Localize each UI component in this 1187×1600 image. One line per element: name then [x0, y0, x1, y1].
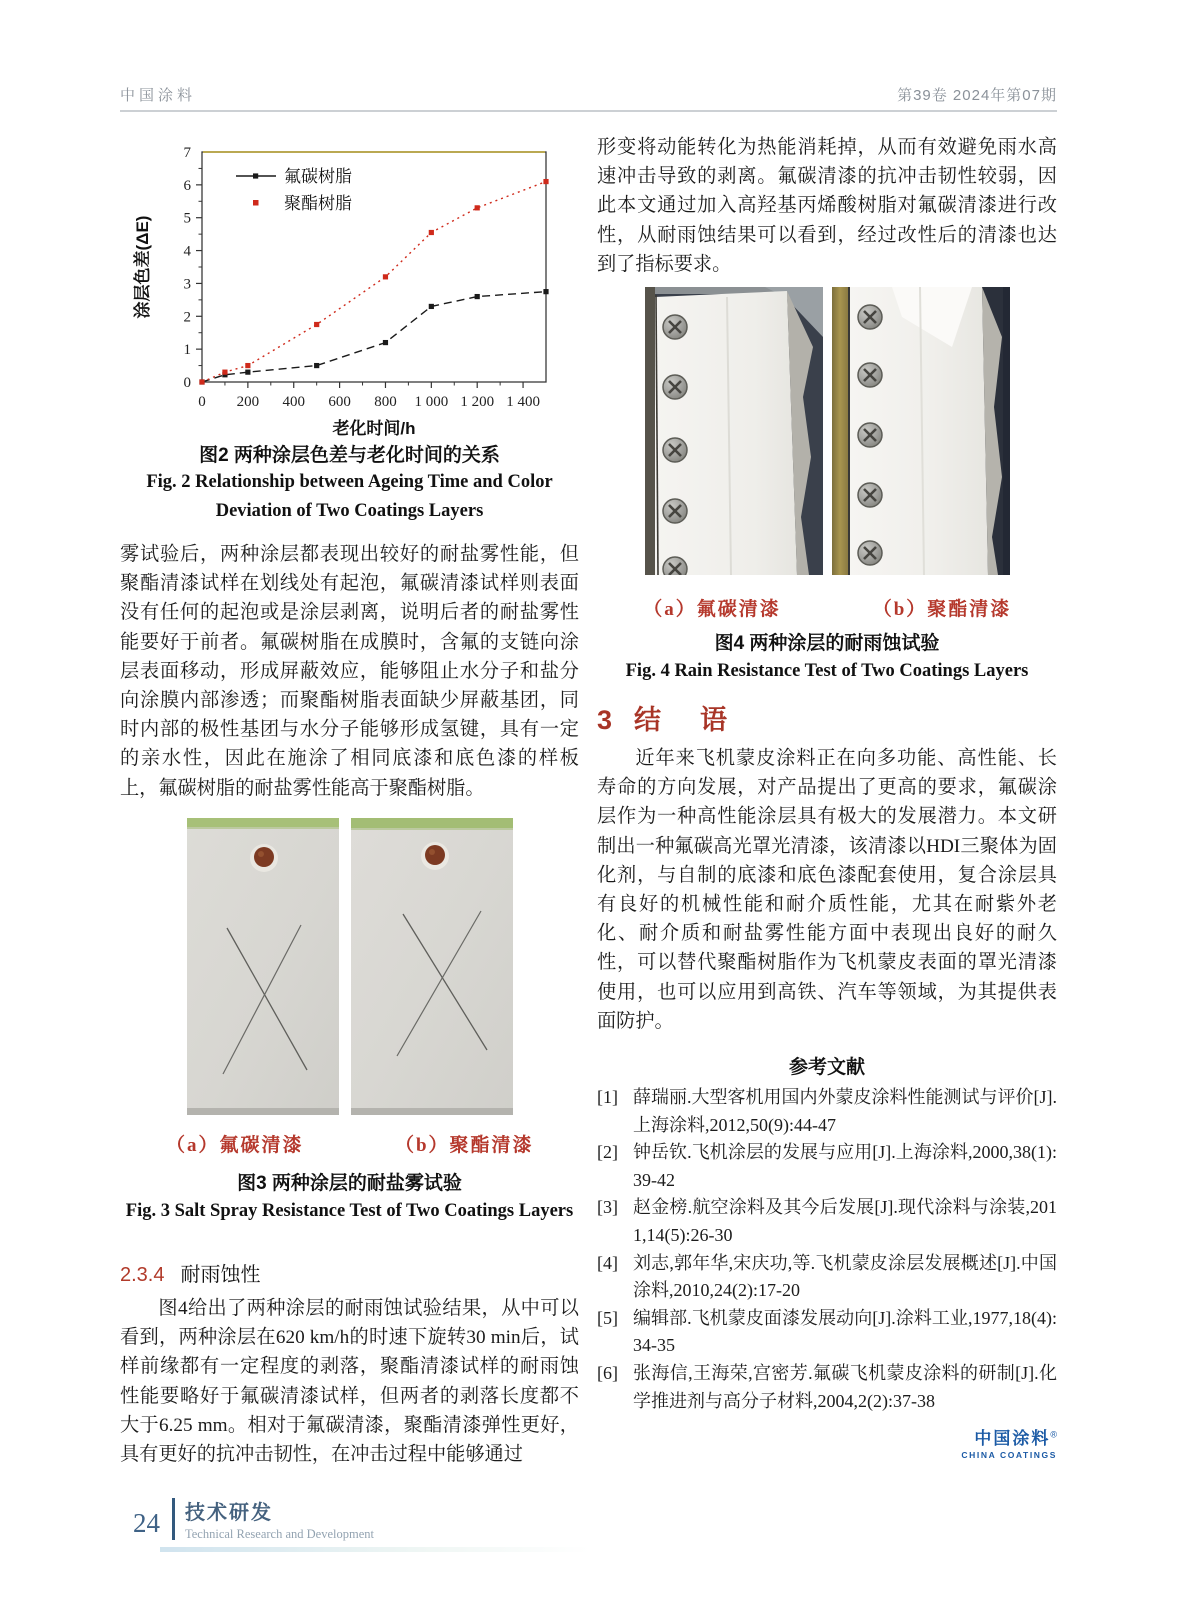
fig4-labels [597, 594, 1057, 621]
svg-text:5: 5 [183, 210, 191, 227]
reference-number: [2] [597, 1142, 618, 1163]
svg-text:200: 200 [236, 394, 260, 410]
footer-gradient-rule [160, 1547, 590, 1552]
fig4-photo-b [832, 287, 1010, 575]
svg-text:0: 0 [183, 375, 191, 391]
fig3-caption-cn: 图3 两种涂层的耐盐雾试验 [237, 1173, 462, 1194]
fig4-label-a: （a）氟碳清漆 [643, 599, 781, 620]
svg-text:2: 2 [183, 309, 191, 326]
footer-section-en: Technical Research and Development [185, 1527, 374, 1541]
left-paragraph-1: 雾试验后，两种涂层都表现出较好的耐盐雾性能，但聚酯清漆试样在划线处有起泡，氟碳清漆试样则表面没有任何的起泡或是涂层剥离，说明后者的耐盐雾性能要好于前者。氟碳树脂在成膜时，含氟的支链向涂层表面移动，形成屏蔽效应，能够阻止水分子和盐分向涂膜内部渗透；而聚酯树脂表面缺少屏蔽基团，同时内部的极性基团与水分子能够形成氢键，具有一定的亲水性，因此在施涂了相同底漆和底色漆的样板上，氟碳树脂的耐盐雾性能高于聚酯树脂。 [120, 544, 579, 799]
section-3-number: 3 [597, 705, 613, 735]
section-2-3-4-heading [120, 1258, 260, 1287]
reference-item [597, 1250, 1057, 1305]
references-list [597, 1084, 1057, 1415]
reference-item [597, 1360, 1057, 1415]
reference-text: 张海信,王海荣,宫密芳.氟碳飞机蒙皮涂料的研制[J].化学推进剂与高分子材料,2004,2(2):37-38 [633, 1362, 1057, 1411]
reference-number: [6] [597, 1362, 618, 1383]
right-paragraph-1: 形变将动能转化为热能消耗掉，从而有效避免雨水高速冲击导致的剥离。氟碳清漆的抗冲击韧性较弱，因此本文通过加入高羟基丙烯酸树脂对氟碳清漆进行改性，从耐雨蚀结果可以看到，经过改性后的清漆也达到了指标要求。 [597, 137, 1057, 275]
fig4-photos [597, 287, 1057, 575]
reference-item [597, 1194, 1057, 1249]
right-paragraph-2: 近年来飞机蒙皮涂料正在向多功能、高性能、长寿命的方向发展，对产品提出了更高的要求，氟碳涂层作为一种高性能涂层具有极大的发展潜力。本文研制出一种氟碳高光罩光清漆，该清漆以HDI三聚体为固化剂，与自制的底漆和底色漆配套使用，复合涂层具有良好的机械性能和耐介质性能，尤其在耐紫外老化、耐介质和耐盐雾性能方面中表现出良好的耐久性，可以替代聚酯树脂作为飞机蒙皮表面的罩光清漆使用，也可以应用到高铁、汽车等领域，为其提供表面防护。 [597, 748, 1057, 1032]
reference-number: [4] [597, 1252, 618, 1273]
reference-text: 刘志,郭年华,宋庆功,等.飞机蒙皮涂层发展概述[J].中国涂料,2010,24(2):17-20 [633, 1252, 1057, 1301]
svg-text:7: 7 [183, 145, 191, 161]
svg-text:1 000: 1 000 [414, 394, 449, 410]
svg-text:3: 3 [183, 276, 191, 293]
fig2-caption-cn: 图2 两种涂层色差与老化时间的关系 [199, 445, 500, 466]
registered-mark-icon: ® [1050, 1429, 1057, 1440]
svg-text:涂层色差(ΔE): 涂层色差(ΔE) [133, 215, 152, 319]
reference-item [597, 1305, 1057, 1360]
section-2-3-4-title: 耐雨蚀性 [180, 1264, 261, 1286]
fig4-photo-a [645, 287, 823, 575]
reference-text: 薛瑞丽.大型客机用国内外蒙皮涂料性能测试与评价[J].上海涂料,2012,50(9):44-47 [633, 1087, 1057, 1135]
reference-number: [5] [597, 1307, 618, 1328]
reference-number: [1] [597, 1087, 618, 1107]
fig2-chart [124, 136, 558, 442]
references-title: 参考文献 [788, 1057, 865, 1078]
issue-info: 第39卷 2024年第07期 [897, 87, 1057, 104]
fig3-label-a: （a）氟碳清漆 [165, 1135, 304, 1156]
reference-text: 赵金榜.航空涂料及其今后发展[J].现代涂料与涂装,2011,14(5):26-30 [633, 1197, 1057, 1245]
fig4-label-b: （b）聚酯清漆 [872, 599, 1012, 620]
fig3-label-b: （b）聚酯清漆 [394, 1135, 534, 1156]
section-2-3-4-number: 2.3.4 [120, 1264, 165, 1286]
fig3-photo-b [351, 818, 513, 1115]
section-3-title: 结 语 [634, 705, 734, 735]
publisher-logo [597, 1424, 1075, 1460]
fig3-photos [120, 818, 579, 1115]
svg-text:0: 0 [198, 394, 206, 410]
page-number: 24 [133, 1507, 160, 1538]
journal-name: 中国涂料 [120, 87, 197, 104]
reference-number: [3] [597, 1197, 618, 1218]
svg-text:4: 4 [183, 243, 191, 260]
section-3-heading [597, 698, 733, 737]
svg-text:600: 600 [328, 394, 351, 410]
svg-text:聚酯树脂: 聚酯树脂 [284, 194, 352, 213]
svg-text:1: 1 [183, 342, 191, 359]
logo-cn: 中国涂料 [974, 1429, 1051, 1448]
fig4-caption-cn: 图4 两种涂层的耐雨蚀试验 [714, 633, 940, 654]
fig3-photo-a [187, 818, 339, 1115]
svg-text:1 200: 1 200 [460, 394, 495, 410]
header-rule [120, 110, 1057, 112]
reference-item [597, 1139, 1057, 1194]
fig4-caption-en: Fig. 4 Rain Resistance Test of Two Coatings Layers [625, 661, 1029, 681]
left-paragraph-2: 图4给出了两种涂层的耐雨蚀试验结果，从中可以看到，两种涂层在620 km/h的时速下旋转30 min后，试样前缘都有一定程度的剥落，聚酯清漆试样的耐雨蚀性能要略好于氟碳清漆试样，但两者的剥落长度都不大于6.25 mm。相对于氟碳清漆，聚酯清漆弹性更好，具有更好的抗冲击韧性，在冲击过程中能够通过 [120, 1298, 579, 1466]
svg-text:800: 800 [374, 394, 397, 410]
footer-section-cn: 技术研发 [185, 1502, 273, 1524]
svg-text:400: 400 [282, 394, 305, 410]
svg-text:氟碳树脂: 氟碳树脂 [284, 167, 352, 186]
fig3-caption-en: Fig. 3 Salt Spray Resistance Test of Two Coatings Layers [125, 1201, 574, 1221]
fig2-caption-en: Fig. 2 Relationship between Ageing Time and Color Deviation of Two Coatings Layers [146, 472, 553, 521]
svg-text:6: 6 [183, 177, 191, 194]
svg-text:老化时间/h: 老化时间/h [332, 419, 416, 438]
page-footer [133, 1496, 374, 1542]
fig3-labels [120, 1130, 579, 1157]
logo-en: CHINA COATINGS [961, 1450, 1057, 1460]
reference-item [597, 1084, 1057, 1139]
footer-divider [172, 1498, 175, 1540]
reference-text: 编辑部.飞机蒙皮面漆发展动向[J].涂料工业,1977,18(4):34-35 [633, 1307, 1057, 1356]
reference-text: 钟岳钦.飞机涂层的发展与应用[J].上海涂料,2000,38(1):39-42 [633, 1142, 1057, 1190]
svg-text:1 400: 1 400 [506, 394, 540, 410]
